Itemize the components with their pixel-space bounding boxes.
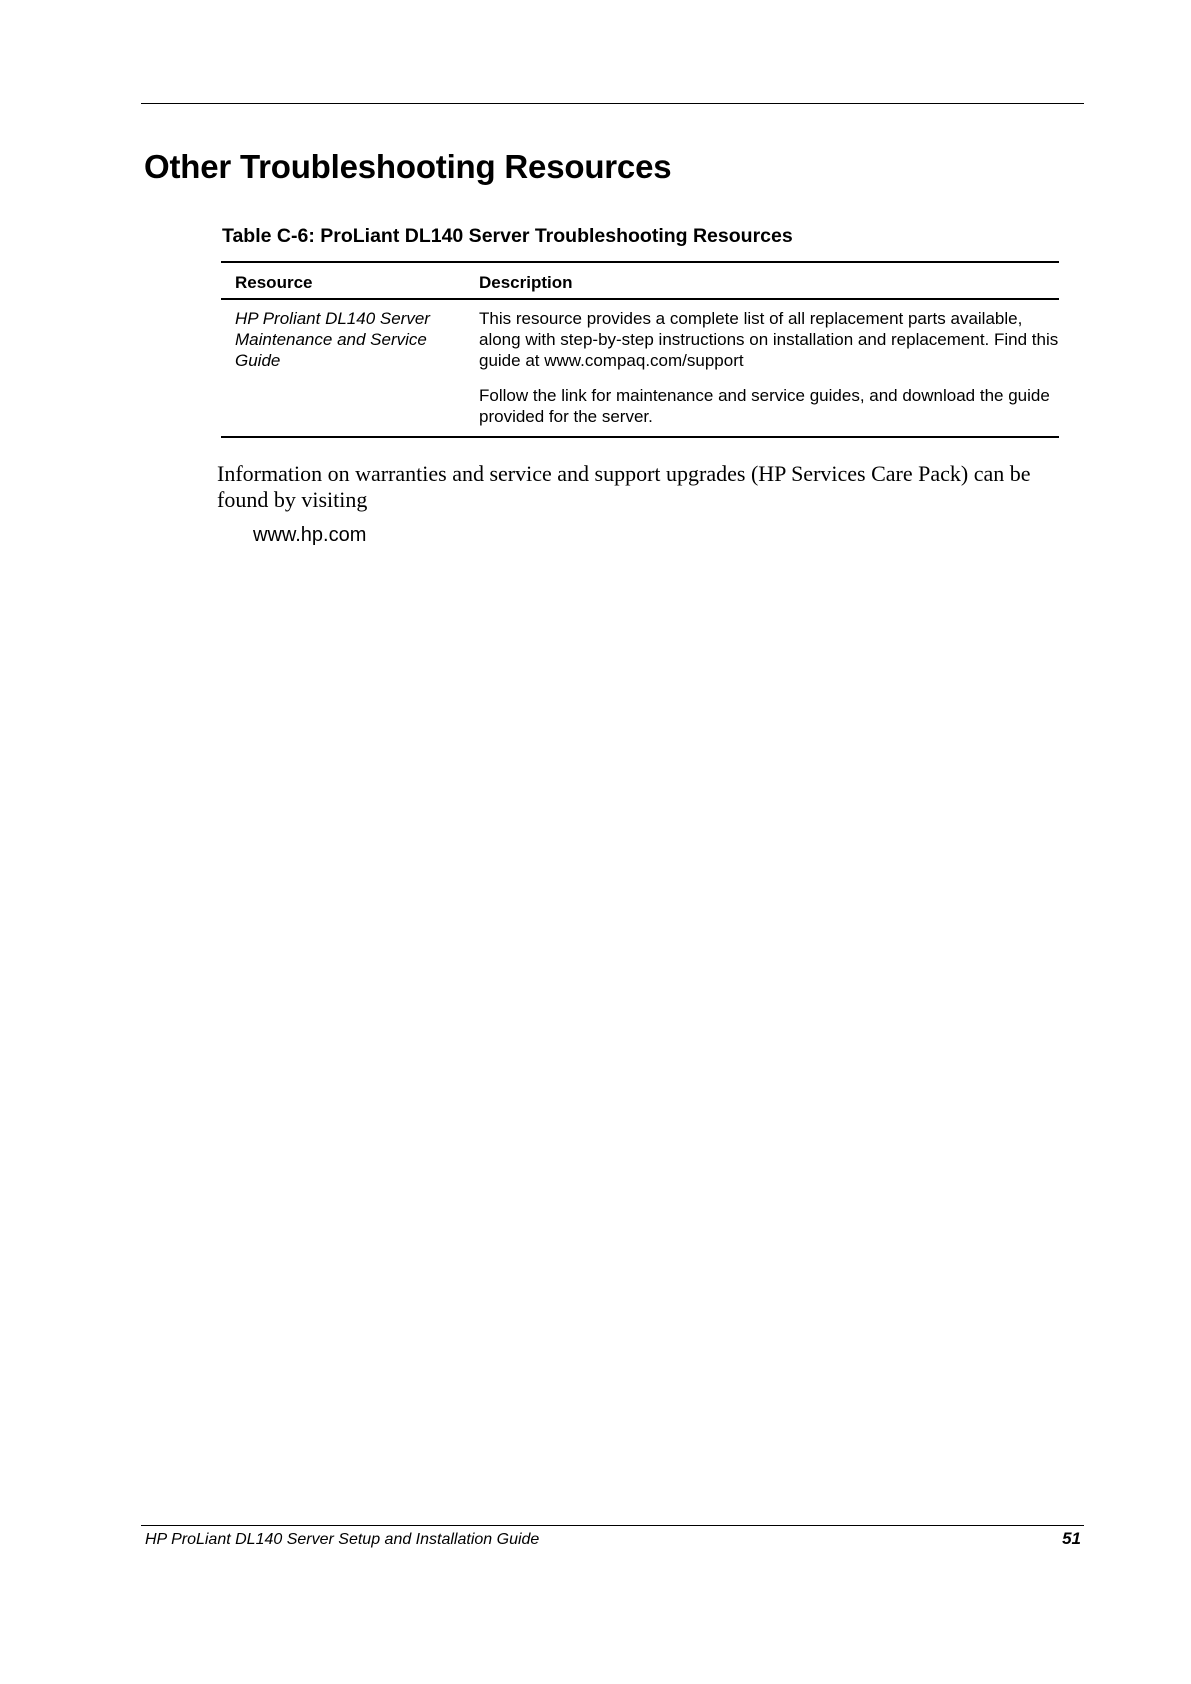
table-header-row bbox=[221, 262, 1059, 299]
footer-rule bbox=[141, 1525, 1084, 1526]
description-paragraph: Follow the link for maintenance and service guides, and download the guide provided for the server. bbox=[479, 386, 1050, 426]
page-title: Other Troubleshooting Resources bbox=[144, 148, 672, 185]
table-cell-description bbox=[465, 299, 1059, 437]
table-caption: Table C-6: ProLiant DL140 Server Troubleshooting Resources bbox=[222, 225, 793, 247]
table-cell-resource bbox=[221, 299, 465, 437]
resource-name: HP Proliant DL140 Server Maintenance and Service Guide bbox=[235, 309, 430, 370]
table-row bbox=[221, 299, 1059, 437]
description-paragraph: This resource provides a complete list of all replacement parts available, along with step-by-step instructions on installation and replacement. Find this guide at www.compaq.com/support bbox=[479, 309, 1059, 370]
footer-document-title: HP ProLiant DL140 Server Setup and Installation Guide bbox=[145, 1531, 540, 1548]
footer-page-number: 51 bbox=[1062, 1529, 1081, 1548]
header-rule bbox=[141, 103, 1084, 104]
column-header-resource: Resource bbox=[221, 262, 465, 299]
hp-url: www.hp.com bbox=[253, 524, 367, 546]
resources-table bbox=[221, 261, 1059, 438]
column-header-description: Description bbox=[465, 262, 1059, 299]
warranty-paragraph: Information on warranties and service and support upgrades (HP Services Care Pack) can be found by visiting bbox=[217, 461, 1031, 512]
